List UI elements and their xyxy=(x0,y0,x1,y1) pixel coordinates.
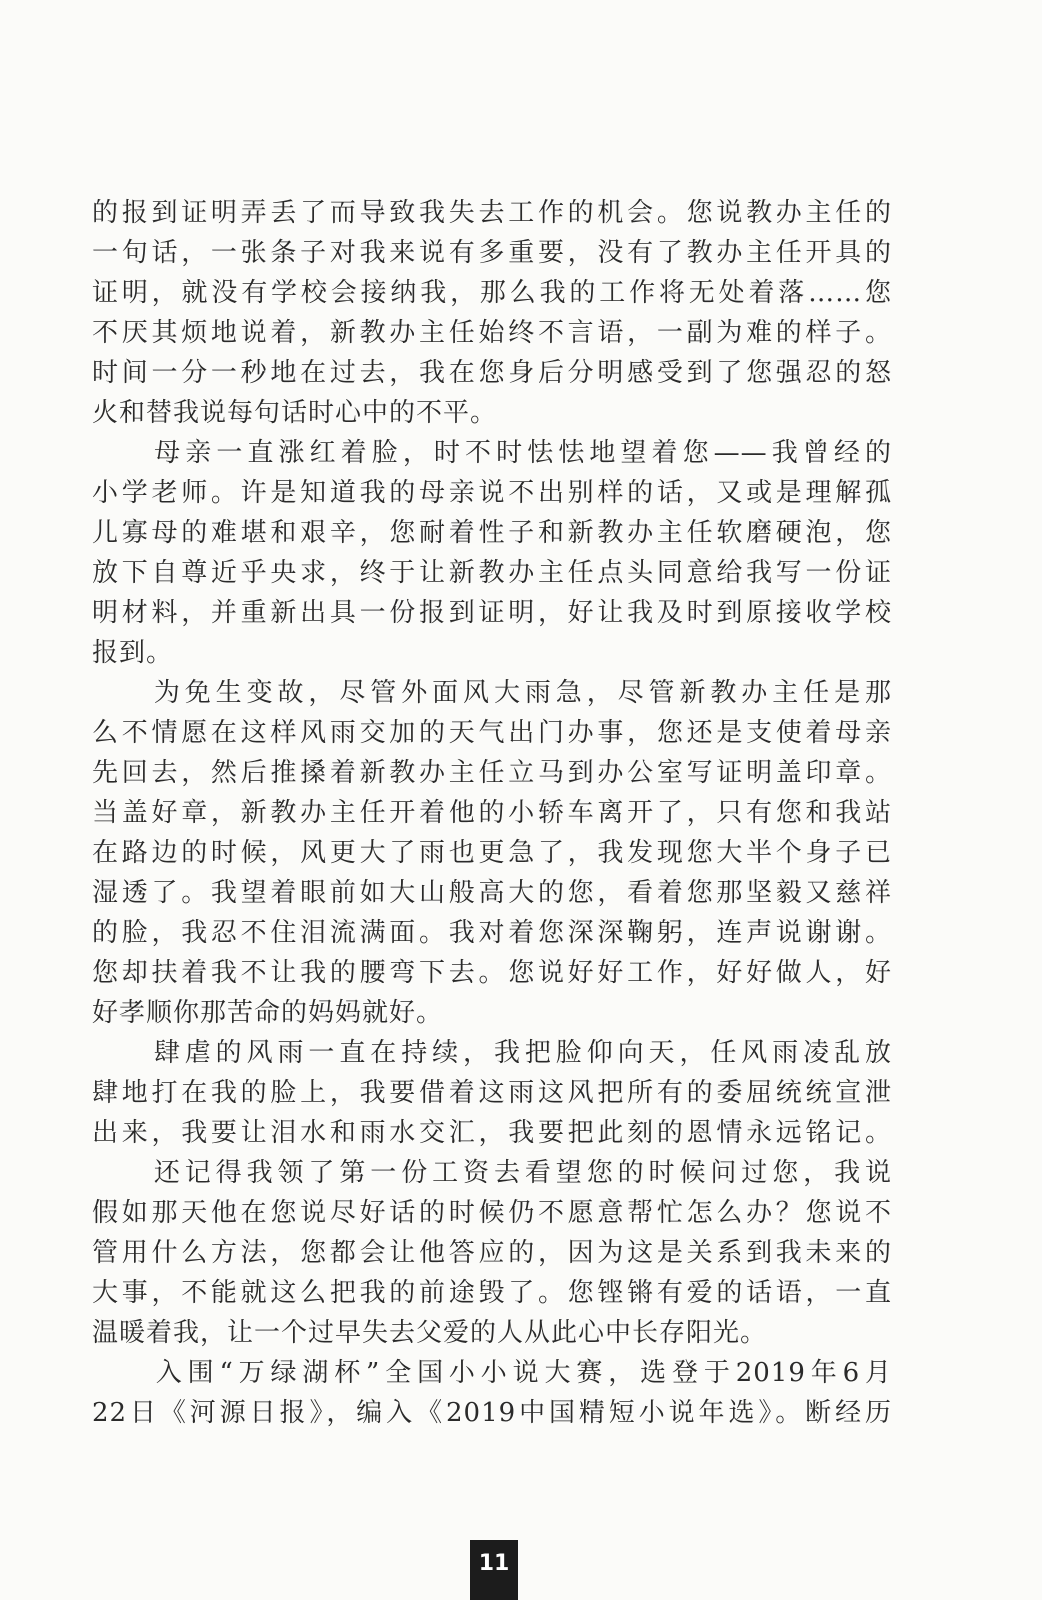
text-line: 大事，不能就这么把我的前途毁了。您铿锵有爱的话语，一直 xyxy=(92,1278,892,1308)
text-line: 在路边的时候，风更大了雨也更急了，我发现您大半个身子已 xyxy=(92,838,892,868)
text-line: 还记得我领了第一份工资去看望您的时候问过您，我说 xyxy=(92,1158,892,1188)
text-line: 入围“万绿湖杯”全国小小说大赛，选登于2019年6月 xyxy=(92,1358,892,1388)
text-line: 的脸，我忍不住泪流满面。我对着您深深鞠躬，连声说谢谢。 xyxy=(92,918,892,948)
text-line: 儿寡母的难堪和艰辛，您耐着性子和新教办主任软磨硬泡，您 xyxy=(92,518,892,548)
text-line: 不厌其烦地说着，新教办主任始终不言语，一副为难的样子。 xyxy=(92,318,892,348)
text-line: 小学老师。许是知道我的母亲说不出别样的话，又或是理解孤 xyxy=(92,478,892,508)
text-line: 时间一分一秒地在过去，我在您身后分明感受到了您强忍的怒 xyxy=(92,358,892,388)
text-line: 您却扶着我不让我的腰弯下去。您说好好工作，好好做人，好 xyxy=(92,958,892,988)
text-line: 为免生变故，尽管外面风大雨急，尽管新教办主任是那 xyxy=(92,678,892,708)
text-line: 管用什么方法，您都会让他答应的，因为这是关系到我未来的 xyxy=(92,1238,892,1268)
text-line: 先回去，然后推搡着新教办主任立马到办公室写证明盖印章。 xyxy=(92,758,892,788)
text-line: 么不情愿在这样风雨交加的天气出门办事，您还是支使着母亲 xyxy=(92,718,892,748)
text-line: 火和替我说每句话时心中的不平。 xyxy=(92,398,498,428)
text-line: 湿透了。我望着眼前如大山般高大的您，看着您那坚毅又慈祥 xyxy=(92,878,892,908)
text-line: 放下自尊近乎央求，终于让新教办主任点头同意给我写一份证 xyxy=(92,558,892,588)
text-line: 肆虐的风雨一直在持续，我把脸仰向天，任风雨凌乱放 xyxy=(92,1038,892,1068)
text-line: 22日《河源日报》，编入《2019中国精短小说年选》。断经历 xyxy=(92,1398,892,1428)
body-text xyxy=(92,193,892,1433)
text-line: 一句话，一张条子对我来说有多重要，没有了教办主任开具的 xyxy=(92,238,892,268)
text-line: 好孝顺你那苦命的妈妈就好。 xyxy=(92,998,444,1028)
text-line: 明材料，并重新出具一份报到证明，好让我及时到原接收学校 xyxy=(92,598,892,628)
page-number: 11 xyxy=(470,1540,518,1600)
text-line: 肆地打在我的脸上，我要借着这雨这风把所有的委屈统统宣泄 xyxy=(92,1078,892,1108)
text-line: 假如那天他在您说尽好话的时候仍不愿意帮忙怎么办？您说不 xyxy=(92,1198,892,1228)
text-line: 的报到证明弄丢了而导致我失去工作的机会。您说教办主任的 xyxy=(92,198,892,228)
text-line: 证明，就没有学校会接纳我，那么我的工作将无处着落……您 xyxy=(92,278,892,308)
text-line: 报到。 xyxy=(92,638,174,668)
text-line: 母亲一直涨红着脸，时不时怯怯地望着您——我曾经的 xyxy=(92,438,892,468)
text-line: 温暖着我，让一个过早失去父爱的人从此心中长存阳光。 xyxy=(92,1318,768,1348)
text-line: 当盖好章，新教办主任开着他的小轿车离开了，只有您和我站 xyxy=(92,798,892,828)
text-line: 出来，我要让泪水和雨水交汇，我要把此刻的恩情永远铭记。 xyxy=(92,1118,892,1148)
